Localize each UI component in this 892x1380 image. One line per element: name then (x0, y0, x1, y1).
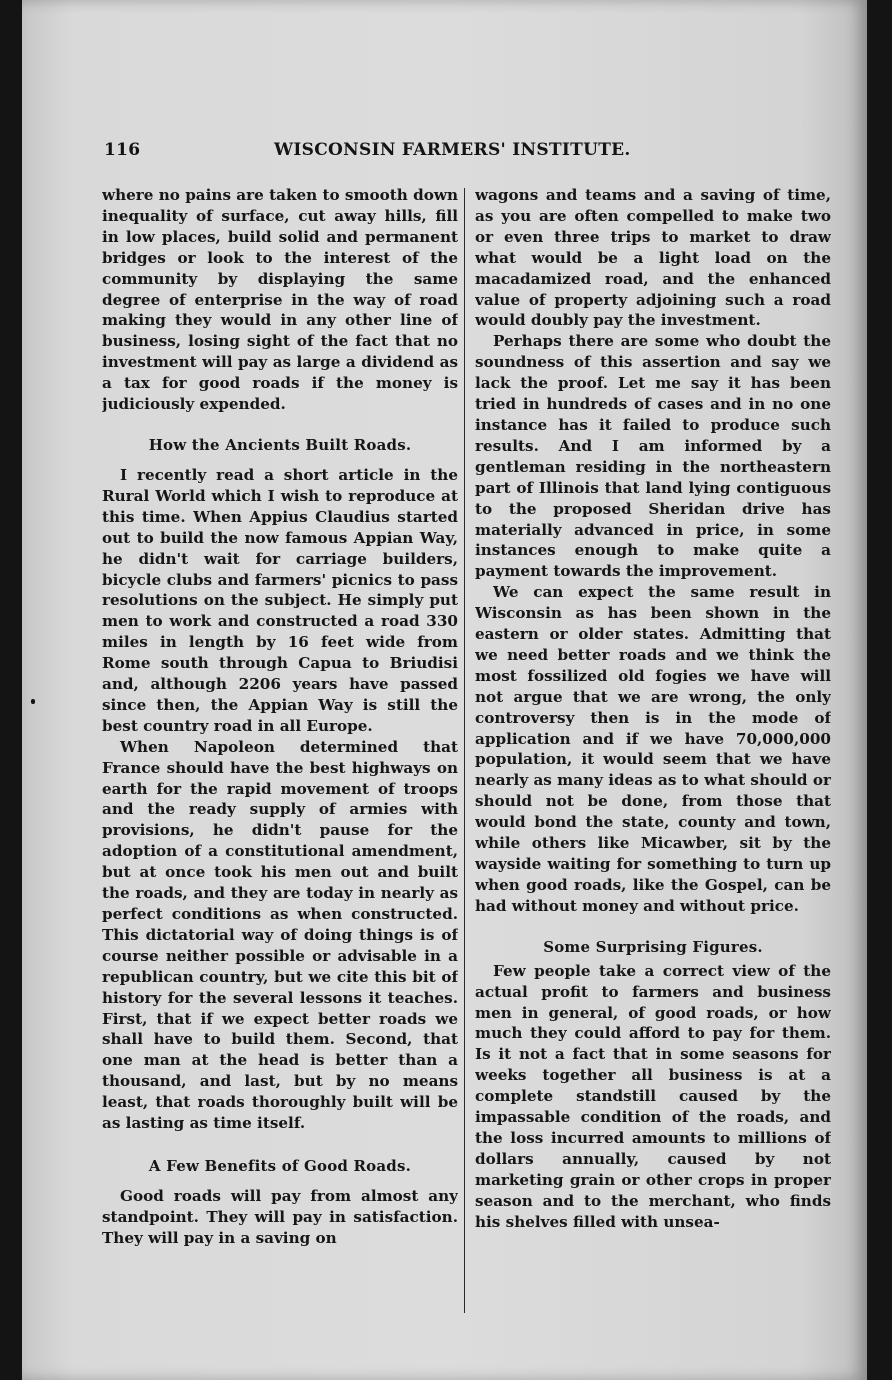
book-page (22, 0, 867, 1380)
left-column (102, 185, 458, 1320)
paragraph-napoleon: When Napoleon determined that France should have the best highways on earth for the rapid movement of troops and the ready supply of armies with provisions, he didn't pause for the adoption of a constitutional amendment, but at once took his men out and built the roads, and they are today in nearly as perfect conditions as when constructed. This dictatorial way of doing things is of course neither possible or advisable in a republican country, but we cite this bit of history for the several lessons it teaches. First, that if we expect better roads we shall have to build them. Second, that one man at the head is better than a thousand, and last, but by no means least, that roads thoroughly built will be as lasting as time itself. (102, 737, 458, 1133)
column-divider (464, 188, 465, 1313)
paragraph-benefits: Good roads will pay from almost any standpoint. They will pay in satisfaction. They will pay in a saving on (102, 1186, 458, 1247)
page-number: 116 (104, 140, 141, 160)
running-header (104, 140, 664, 168)
section-heading-benefits: A Few Benefits of Good Roads. (148, 1156, 412, 1175)
paragraph-continued-right: wagons and teams and a saving of time, as you are often compelled to make two or even three trips to market to draw what would be a light load on the macadamized road, and the enhanced value of property adjoining such a road would doubly pay the investment. (475, 186, 831, 330)
right-column (475, 185, 831, 1320)
paragraph-appian-way: I recently read a short article in the Rural World which I wish to reproduce at this time. When Appius Claudius started out to build the now famous Appian Way, he didn't wait for carriage builders, bicycle clubs and farmers' picnics to pass resolutions on the subject. He simply put men to work and constructed a road 330 miles in length by 16 feet wide from Rome south through Capua to Briudisi and, although 2206 years have passed since then, the Appian Way is still the best country road in all Europe. (102, 465, 458, 735)
paragraph-doubt: Perhaps there are some who doubt the soundness of this assertion and say we lack the proof. Let me say it has been tried in hundreds of cases and in no one instance has it failed to produce such results. And I am informed by a gentleman residing in the northeastern part of Illinois that land lying contiguous to the proposed Sheridan drive has materially advanced in price, in some instances enough to make quite a payment towards the improvement. (475, 332, 831, 581)
paragraph-figures: Few people take a correct view of the actual profit to farmers and business men in general, of good roads, or how much they could afford to pay for them. Is it not a fact that in some seasons for weeks together all business is at a complete standstill caused by the impassable condition of the roads, and the loss incurred amounts to millions of dollars annually, caused by not marketing grain or other crops in proper season and to the merchant, who finds his shelves filled with unsea- (475, 961, 831, 1231)
paragraph-wisconsin: We can expect the same result in Wisconsin as has been shown in the eastern or older states. Admitting that we need better roads and we think the most fossilized old fogies we have will not argue that we are wrong, the only controversy then is in the mode of application and if we have 70,000,000 population, it would seem that we have nearly as many ideas as to what should or should not be done, from those that would bond the state, county and town, while others like Micawber, sit by the wayside waiting for something to turn up when good roads, like the Gospel, can be had without money and without price. (475, 583, 831, 915)
paragraph-continued: where no pains are taken to smooth down inequality of surface, cut away hills, fill in low places, build solid and permanent bridges or look to the interest of the community by displaying the same degree of enterprise in the way of road making they would in any other line of business, losing sight of the fact that no investment will pay as large a dividend as a tax for good roads if the money is judiciously expended. (102, 186, 458, 414)
section-heading-figures: Some Surprising Figures. (543, 937, 763, 956)
section-heading-ancients: How the Ancients Built Roads. (148, 435, 412, 454)
running-title: WISCONSIN FARMERS' INSTITUTE. (274, 140, 631, 160)
ink-speck (31, 699, 35, 704)
